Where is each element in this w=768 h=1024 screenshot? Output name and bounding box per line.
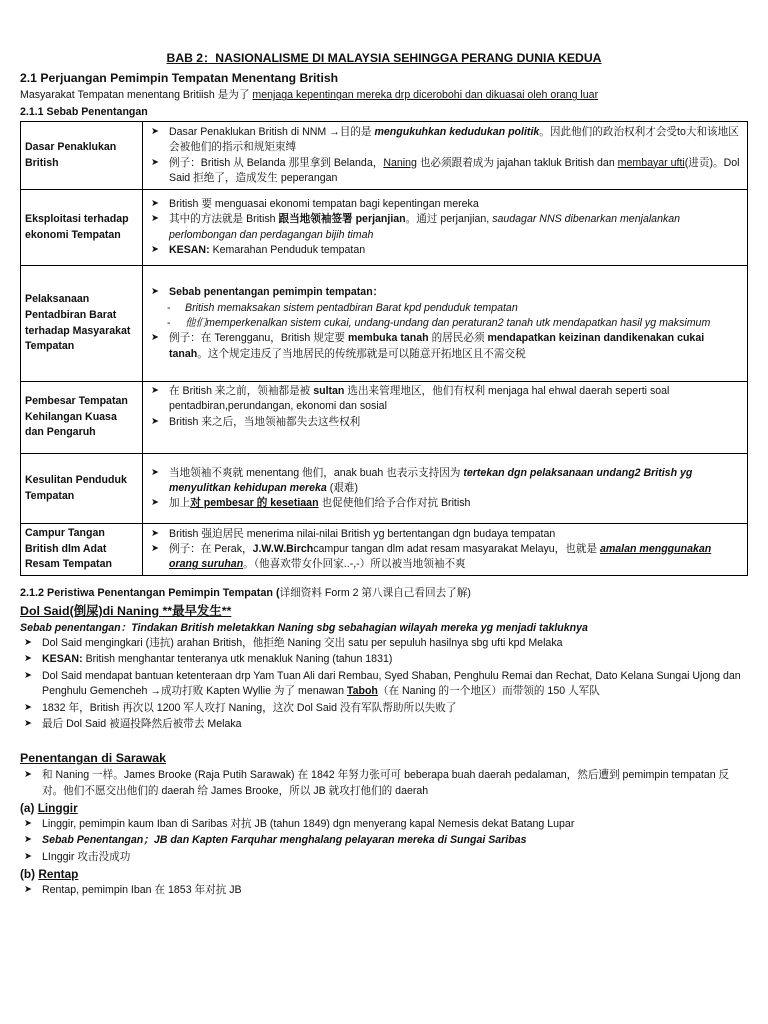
text-run: 也促使他们给予合作对抗 British bbox=[318, 497, 471, 510]
text-run: 例子：在 Terengganu，British 规定要 bbox=[169, 332, 348, 345]
text-run: 对 pembesar 的 kesetiaan bbox=[190, 497, 319, 510]
text-run: (艰难) bbox=[326, 481, 358, 494]
list-item: ➤ Rentap, pemimpin Iban 在 1853 年对抗 JB bbox=[20, 883, 748, 898]
row-points bbox=[143, 190, 748, 266]
text-run: Naning bbox=[383, 156, 417, 169]
list-item-text: （在 Naning 的一个地区）而带领的 150 人军队 bbox=[377, 685, 600, 698]
bullet-point bbox=[147, 285, 742, 300]
bullet-point bbox=[147, 125, 742, 156]
list-item: ➤ Dol Said mengingkari (违抗) arahan British，他拒绝 Naning 交出 satu per sepuluh hasilnya sbg ufti kpd Melaka bbox=[20, 636, 748, 651]
dol-said-cause: Sebab penentangan：Tindakan British meletakkan Naning sbg sebahagian wilayah mereka yg menjadi takluknya bbox=[20, 621, 588, 634]
text-run: membayar ufti bbox=[617, 156, 685, 169]
text-run: 选出来管理地区，他们有权利 menjaga hal ehwal daerah seperti soal pentadbiran,perundangan, ekonomi dan sosial bbox=[169, 385, 670, 413]
table-row bbox=[21, 122, 748, 190]
text-run: 例子：British 从 Belanda 那里拿到 Belanda， bbox=[169, 156, 384, 169]
table-row bbox=[21, 266, 748, 382]
bullet-point bbox=[147, 197, 742, 212]
bullet-point bbox=[147, 243, 742, 258]
intro-underlined: menjaga kepentingan mereka drp dicerobohi dan dikuasai oleh orang luar bbox=[252, 89, 599, 102]
bullet-point bbox=[147, 156, 742, 187]
dash-point: - British memaksakan sistem pentadbiran Barat kpd penduduk tempatan bbox=[165, 301, 742, 316]
text-run: Sebab penentangan pemimpin tempatan： bbox=[169, 286, 384, 299]
text-run: sultan bbox=[313, 385, 345, 398]
linggir-name: Linggir bbox=[37, 800, 78, 815]
section-2-1-2-heading bbox=[20, 586, 748, 602]
text-run: 当地领袖不爽就 menentang 他们，anak buah 也表示支持因为 bbox=[169, 466, 464, 479]
text-run: saudagar NNS dibenarkan menjalankan perlombongan dan perdagangan bijih timah bbox=[169, 213, 681, 241]
list-item-text: Dol Said mendapat bantuan ketenteraan drp Yam Tuan Ali dari Rembau, Syed Shaban, Penghulu Remai dan Rechat, Dato Kelana Sungai Ujong dan Penghulu Gemencheh →成功打败 Kapten Wyllie 为了 menawan bbox=[42, 669, 741, 698]
text-run: 在 British 来之前，领袖都是被 bbox=[169, 385, 314, 398]
list-item: ➤ LInggir 攻击没成功 bbox=[20, 850, 748, 865]
section-2-1-heading: 2.1 Perjuangan Pemimpin Tempatan Menentang British bbox=[20, 70, 339, 85]
causes-table bbox=[20, 121, 748, 576]
taboh-term: Taboh bbox=[346, 685, 378, 698]
sarawak-heading: Penentangan di Sarawak bbox=[20, 751, 166, 766]
row-category: Pembesar Tempatan Kehilangan Kuasa dan Pengaruh bbox=[21, 382, 143, 454]
list-item: ➤ 和 Naning 一样。James Brooke (Raja Putih Sarawak) 在 1842 年努力张可可 beberapa buah daerah pedalaman，然后遭到 pemimpin tempatan 反对。他们不愿交出他们的 daerah 给 James Brooke，所以 JB 就攻打他们的 daerah bbox=[20, 768, 748, 799]
text-run: amalan menggunakan orang suruhan bbox=[169, 542, 712, 571]
text-run: 的居民必须 bbox=[428, 332, 488, 345]
text-run: (进贡)。Dol Said 拒绝了，造成发生 peperangan bbox=[169, 156, 740, 184]
dash-point: - 他们memperkenalkan sistem cukai, undang-undang dan peraturan2 tanah utk mendapatkan hasil yg maksimum bbox=[165, 316, 742, 331]
row-category: Campur Tangan British dlm Adat Resam Tempatan bbox=[21, 524, 143, 576]
row-points bbox=[143, 454, 748, 524]
section-2-1-1-heading: 2.1.1 Sebab Penentangan bbox=[20, 105, 148, 118]
table-row bbox=[21, 454, 748, 524]
document-page bbox=[20, 0, 748, 899]
text-run: British 强迫居民 menerima nilai-nilai British yg bertentangan dgn budaya tempatan bbox=[169, 527, 556, 540]
text-run: 也必须跟着成为 jajahan takluk British dan bbox=[416, 156, 618, 169]
list-item: ➤ 最后 Dol Said 被逼投降然后被带去 Melaka bbox=[20, 717, 748, 732]
row-category: Kesulitan Penduduk Tempatan bbox=[21, 454, 143, 524]
kesan-label: KESAN: bbox=[42, 653, 83, 666]
text-run: 。因此他们的政治权利才会受to大和该地区会被他们的指示和规矩束缚 bbox=[169, 125, 739, 154]
text-run: campur tangan dlm adat resam masyarakat Melayu，也就是 bbox=[313, 542, 600, 555]
linggir-list bbox=[20, 817, 748, 865]
bullet-point bbox=[147, 466, 742, 497]
section-2-1-intro bbox=[20, 88, 748, 103]
row-category: Eksploitasi terhadap ekonomi Tempatan bbox=[21, 190, 143, 266]
row-points bbox=[143, 524, 748, 576]
table-row bbox=[21, 524, 748, 576]
bullet-point bbox=[147, 331, 742, 362]
section-2-1-2 bbox=[20, 586, 748, 732]
list-item bbox=[20, 652, 748, 667]
text-run: tertekan dgn pelaksanaan undang2 British yg menyulitkan kehidupan mereka bbox=[169, 466, 693, 494]
section-2-1-2-title: 2.1.2 Peristiwa Penentangan Pemimpin Tempatan ( bbox=[20, 587, 280, 600]
text-run: mengukuhkan kedudukan politik bbox=[374, 125, 540, 138]
letter-a: (a) bbox=[20, 800, 35, 815]
bullet-point bbox=[147, 415, 742, 430]
row-category: Pelaksanaan Pentadbiran Barat terhadap Masyarakat Tempatan bbox=[21, 266, 143, 382]
row-points bbox=[143, 122, 748, 190]
row-points bbox=[143, 382, 748, 454]
list-item: ➤ Sebab Penentangan；JB dan Kapten Farquhar menghalang pelayaran mereka di Sungai Saribas bbox=[20, 833, 748, 848]
text-run: Kemarahan Penduduk tempatan bbox=[209, 243, 366, 256]
dol-said-heading: Dol Said(倒屎)di Naning **最早发生** bbox=[20, 603, 232, 618]
document-title: BAB 2：NASIONALISME DI MALAYSIA SEHINGGA PERANG DUNIA KEDUA bbox=[166, 51, 602, 65]
bullet-point bbox=[147, 527, 742, 542]
text-run: 。这个规定违反了当地居民的传统那就是可以随意开拓地区且不需交税 bbox=[197, 347, 526, 360]
bullet-point bbox=[147, 496, 742, 511]
list-item: ➤ Linggir, pemimpin kaum Iban di Saribas 对抗 JB (tahun 1849) dgn menyerang kapal Nemesis dekat Batang Lupar bbox=[20, 817, 748, 832]
rentap-name: Rentap bbox=[38, 867, 79, 882]
rentap-heading bbox=[20, 866, 748, 883]
text-run: British 要 menguasai ekonomi tempatan bagi kepentingan mereka bbox=[169, 197, 479, 210]
text-run: KESAN: bbox=[169, 243, 210, 256]
row-points bbox=[143, 266, 748, 382]
text-run: 。通过 perjanjian, bbox=[405, 213, 493, 226]
text-run: Dasar Penaklukan British di NNM →目的是 bbox=[169, 125, 375, 138]
section-2-1-2-note: 详细资料 Form 2 第八课自己看回去了解) bbox=[279, 587, 471, 600]
text-run: 加上 bbox=[169, 497, 191, 510]
text-run: mendapatkan keizinan dandikenakan cukai tanah bbox=[169, 332, 705, 360]
intro-text: Masyarakat Tempatan menentang Britiish 是为了 bbox=[20, 89, 253, 102]
dol-said-list bbox=[20, 636, 748, 732]
list-item bbox=[20, 669, 748, 700]
list-item: ➤ 1832 年，British 再次以 1200 军人攻打 Naning，这次 Dol Said 没有军队帮助所以失败了 bbox=[20, 701, 748, 716]
text-run: 其中的方法就是 British bbox=[169, 213, 279, 226]
rentap-list bbox=[20, 883, 748, 898]
kesan-text: British menghantar tenteranya utk menakluk Naning (tahun 1831) bbox=[82, 653, 393, 666]
sarawak-list bbox=[20, 768, 748, 799]
text-run: 。（他喜欢带女仆回家..-,-）所以被当地领袖不爽 bbox=[243, 558, 466, 571]
table-row bbox=[21, 382, 748, 454]
text-run: British 来之后，当地领袖都失去这些权利 bbox=[169, 415, 361, 428]
bullet-point bbox=[147, 212, 742, 243]
letter-b: (b) bbox=[20, 867, 36, 882]
text-run: 跟当地领袖签署 perjanjian bbox=[278, 213, 406, 226]
text-run: 例子：在 Perak， bbox=[169, 542, 253, 555]
text-run: membuka tanah bbox=[347, 332, 429, 345]
text-run: J.W.W.Birch bbox=[252, 542, 314, 555]
linggir-heading bbox=[20, 800, 748, 817]
row-category: Dasar Penaklukan British bbox=[21, 122, 143, 190]
table-row bbox=[21, 190, 748, 266]
bullet-point bbox=[147, 542, 742, 573]
bullet-point bbox=[147, 384, 742, 415]
